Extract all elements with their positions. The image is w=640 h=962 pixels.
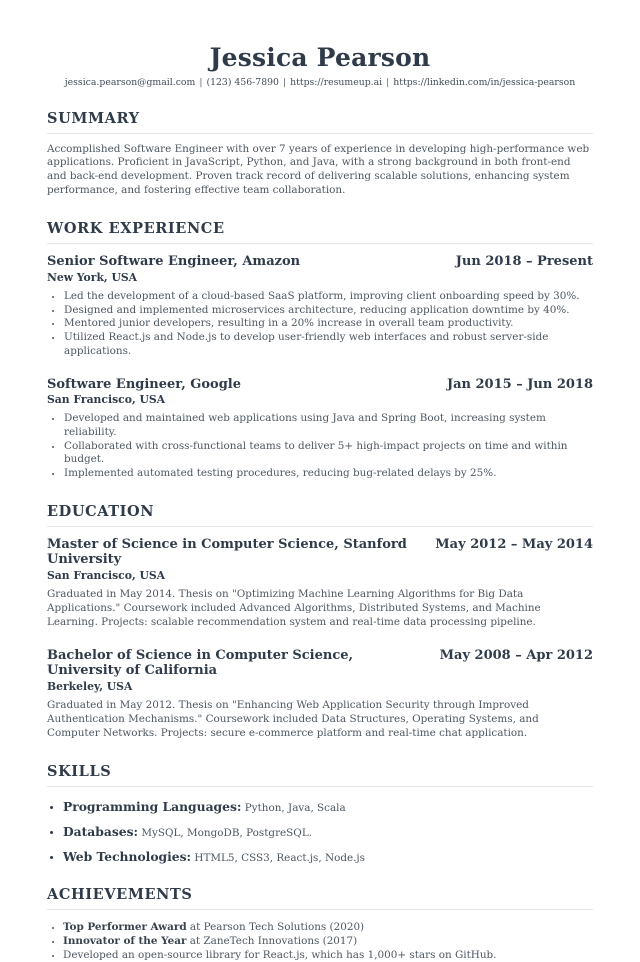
experience-heading: WORK EXPERIENCE xyxy=(47,220,593,244)
job-entry xyxy=(47,254,593,358)
degree-title: Bachelor of Science in Computer Science, University of California xyxy=(47,647,354,679)
job-bullet: • Collaborated with cross-functional teams to deliver 5+ high-impact projects on time and within budget. xyxy=(63,440,593,467)
job-dates: Jan 2015 – Jun 2018 xyxy=(446,376,593,392)
achievement-label: Innovator of the Year xyxy=(63,934,187,947)
degree-dates: May 2012 – May 2014 xyxy=(435,536,593,552)
education-entry xyxy=(47,537,593,630)
achievement-item xyxy=(63,948,593,962)
skills-section xyxy=(47,763,593,864)
skill-value: Python, Java, Scala xyxy=(241,801,346,814)
contact-email: jessica.pearson@gmail.com xyxy=(64,76,196,88)
achievement-text: Developed an open-source library for React.js, which has 1,000+ stars on GitHub. xyxy=(63,948,497,961)
skill-item xyxy=(63,799,593,814)
degree-location: San Francisco, USA xyxy=(47,568,166,582)
summary-section xyxy=(47,110,593,199)
job-bullet-list xyxy=(47,290,593,359)
resume-header xyxy=(47,44,593,88)
job-title: Software Engineer, Google xyxy=(47,376,241,392)
education-section xyxy=(47,503,593,741)
job-bullet: • Mentored junior developers, resulting in a 20% increase in overall team productivity. xyxy=(63,317,593,331)
contact-separator: | xyxy=(199,76,203,88)
skill-item xyxy=(63,824,593,839)
contact-phone: (123) 456-7890 xyxy=(206,76,279,88)
person-name: Jessica Pearson xyxy=(209,43,431,72)
skill-value: MySQL, MongoDB, PostgreSQL. xyxy=(138,826,313,839)
achievement-text: at ZaneTech Innovations (2017) xyxy=(186,934,358,947)
achievement-item xyxy=(63,934,593,948)
job-bullet: • Led the development of a cloud-based SaaS platform, improving client onboarding speed by 30%. xyxy=(63,290,593,304)
achievements-list xyxy=(47,920,593,962)
contact-linkedin: https://linkedin.com/in/jessica-pearson xyxy=(393,76,576,88)
degree-title-row xyxy=(47,648,593,679)
degree-dates: May 2008 – Apr 2012 xyxy=(439,647,593,663)
job-entry xyxy=(47,377,593,481)
skill-label: Web Technologies: xyxy=(63,848,192,864)
job-title-row xyxy=(47,254,593,270)
achievements-section xyxy=(47,886,593,962)
degree-title-row xyxy=(47,537,593,568)
achievement-text: at Pearson Tech Solutions (2020) xyxy=(186,920,365,933)
summary-text: Accomplished Software Engineer with over 7 years of experience in developing high-performance web applications. Proficient in JavaScript, Python, and Java, with a strong background in both front-end and back-end development. Proven track record of delivering scalable solutions, enhancing system performance, and fostering effective team collaboration. xyxy=(47,142,590,197)
achievement-item xyxy=(63,920,593,934)
skill-label: Databases: xyxy=(63,823,139,839)
contact-website: https://resumeup.ai xyxy=(290,76,383,88)
degree-location: Berkeley, USA xyxy=(47,679,133,693)
experience-section xyxy=(47,220,593,481)
achievements-heading: ACHIEVEMENTS xyxy=(47,886,593,910)
job-title-row xyxy=(47,377,593,393)
job-location: San Francisco, USA xyxy=(47,393,166,407)
degree-description: Graduated in May 2012. Thesis on "Enhancing Web Application Security through Improved Authentication Mechanisms." Coursework included Data Structures, Operating Systems, and Computer Networks. Projects: secure e-commerce platform and real-time chat application. xyxy=(47,698,539,739)
skills-list xyxy=(47,799,593,864)
job-location: New York, USA xyxy=(47,270,138,284)
achievement-label: Top Performer Award xyxy=(63,920,187,933)
education-heading: EDUCATION xyxy=(47,503,593,527)
contact-separator: | xyxy=(386,76,390,88)
job-bullet: • Utilized React.js and Node.js to develop user-friendly web interfaces and robust server-side applications. xyxy=(63,331,593,358)
job-bullet: • Implemented automated testing procedures, reducing bug-related delays by 25%. xyxy=(63,467,593,481)
skills-heading: SKILLS xyxy=(47,763,593,787)
summary-heading: SUMMARY xyxy=(47,110,593,134)
job-bullet: • Developed and maintained web applications using Java and Spring Boot, increasing system reliability. xyxy=(63,412,593,439)
job-bullet: • Designed and implemented microservices architecture, reducing application downtime by 40%. xyxy=(63,304,593,318)
job-dates: Jun 2018 – Present xyxy=(455,254,593,270)
job-title: Senior Software Engineer, Amazon xyxy=(47,254,301,270)
contact-line xyxy=(47,77,593,88)
contact-separator: | xyxy=(282,76,287,88)
degree-description: Graduated in May 2014. Thesis on "Optimizing Machine Learning Algorithms for Big Data Applications." Coursework included Advanced Algorithms, Distributed Systems, and Machine Learning. Projects: scalable recommendation system and real-time data processing pipeline. xyxy=(47,587,541,628)
degree-title: Master of Science in Computer Science, Stanford University xyxy=(47,536,407,568)
education-entry xyxy=(47,648,593,741)
skill-value: HTML5, CSS3, React.js, Node.js xyxy=(191,851,365,864)
skill-item xyxy=(63,849,593,864)
job-bullet-list xyxy=(47,412,593,481)
skill-label: Programming Languages: xyxy=(63,798,242,814)
